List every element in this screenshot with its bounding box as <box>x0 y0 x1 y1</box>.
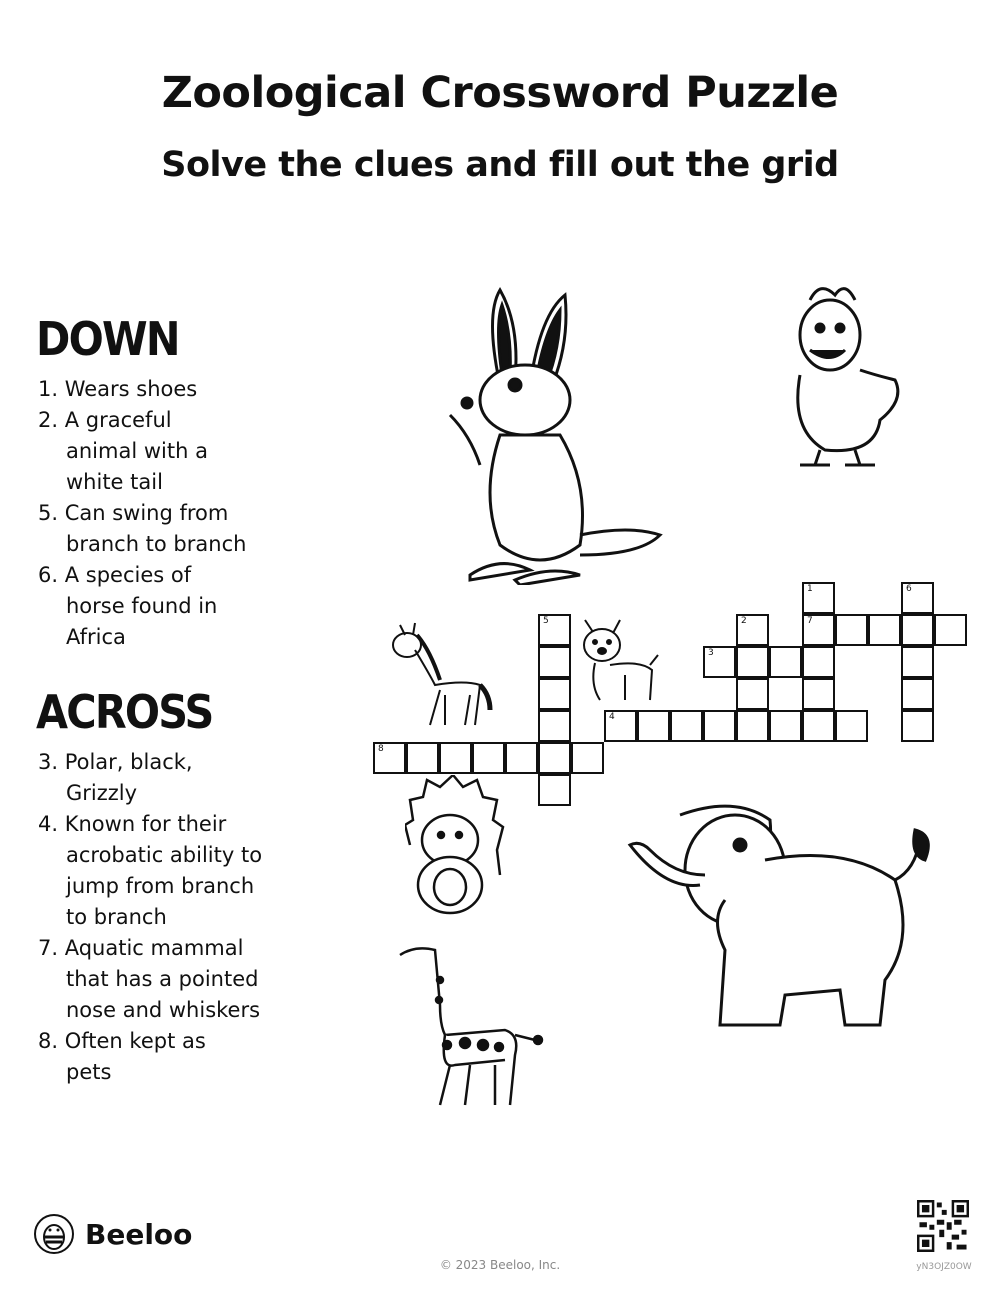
grid-cell[interactable] <box>571 742 604 774</box>
grid-cell[interactable] <box>868 614 901 646</box>
dog-illustration <box>580 615 660 705</box>
grid-cell[interactable] <box>538 774 571 806</box>
down-heading: DOWN <box>36 312 179 366</box>
down-clues <box>38 374 278 653</box>
clue-across-3: 3. Polar, black, Grizzly <box>38 750 193 805</box>
grid-cell[interactable] <box>901 710 934 742</box>
grid-cell[interactable] <box>472 742 505 774</box>
grid-cell[interactable] <box>769 646 802 678</box>
grid-cell[interactable] <box>901 646 934 678</box>
clue-across-7: 7. Aquatic mammal that has a pointed nose and whiskers <box>38 936 261 1022</box>
grid-cell[interactable] <box>802 646 835 678</box>
grid-cell[interactable] <box>736 710 769 742</box>
grid-cell[interactable] <box>835 710 868 742</box>
grid-cell[interactable] <box>406 742 439 774</box>
grid-cell[interactable] <box>802 678 835 710</box>
kangaroo-illustration <box>440 285 670 585</box>
grid-cell[interactable] <box>538 646 571 678</box>
grid-cell[interactable] <box>439 742 472 774</box>
across-clues <box>38 747 278 1088</box>
grid-cell[interactable] <box>538 678 571 710</box>
grid-cell[interactable] <box>736 646 769 678</box>
bee-icon <box>33 1213 75 1255</box>
grid-cell[interactable] <box>538 742 571 774</box>
brand-name: Beeloo <box>85 1217 193 1251</box>
grid-cell[interactable] <box>538 710 571 742</box>
hedgehog-illustration <box>405 775 505 920</box>
clue-down-2: 2. A graceful animal with a white tail <box>38 408 208 494</box>
copyright: © 2023 Beeloo, Inc. <box>439 1258 561 1272</box>
clue-number: 6 <box>906 584 912 594</box>
qr-code-icon <box>917 1200 969 1252</box>
grid-cell[interactable] <box>802 582 835 614</box>
clue-number: 7 <box>807 616 813 626</box>
grid-cell[interactable] <box>670 710 703 742</box>
clue-number: 5 <box>543 616 549 626</box>
grid-cell[interactable] <box>769 710 802 742</box>
grid-cell[interactable] <box>736 614 769 646</box>
grid-cell[interactable] <box>802 710 835 742</box>
clue-across-8: 8. Often kept as pets <box>38 1029 206 1084</box>
across-heading: ACROSS <box>36 685 213 739</box>
grid-cell[interactable] <box>835 614 868 646</box>
clue-across-4: 4. Known for their acrobatic ability to jump from branch to branch <box>38 812 263 929</box>
grid-cell[interactable] <box>901 678 934 710</box>
grid-cell[interactable] <box>703 646 736 678</box>
clue-number: 1 <box>807 584 813 594</box>
clue-down-1: 1. Wears shoes <box>38 377 198 401</box>
page-subtitle: Solve the clues and fill out the grid <box>161 145 839 185</box>
grid-cell[interactable] <box>736 678 769 710</box>
grid-cell[interactable] <box>538 614 571 646</box>
clue-number: 3 <box>708 648 714 658</box>
elephant-illustration <box>625 800 940 1040</box>
clue-down-5: 5. Can swing from branch to branch <box>38 501 247 556</box>
clue-number: 2 <box>741 616 747 626</box>
giraffe-illustration <box>395 935 550 1110</box>
brand-logo <box>33 1213 192 1255</box>
clue-down-6: 6. A species of horse found in Africa <box>38 563 218 649</box>
rooster-illustration <box>785 280 915 475</box>
grid-cell[interactable] <box>934 614 967 646</box>
grid-cell[interactable] <box>373 742 406 774</box>
grid-cell[interactable] <box>703 710 736 742</box>
grid-cell[interactable] <box>604 710 637 742</box>
qr-code-label: yN3OJZ0OW <box>916 1262 972 1272</box>
grid-cell[interactable] <box>901 614 934 646</box>
grid-cell[interactable] <box>637 710 670 742</box>
grid-cell[interactable] <box>505 742 538 774</box>
horse-illustration <box>385 615 500 735</box>
page-title: Zoological Crossword Puzzle <box>161 68 839 118</box>
clue-number: 8 <box>378 744 384 754</box>
clue-number: 4 <box>609 712 615 722</box>
grid-cell[interactable] <box>802 614 835 646</box>
grid-cell[interactable] <box>901 582 934 614</box>
